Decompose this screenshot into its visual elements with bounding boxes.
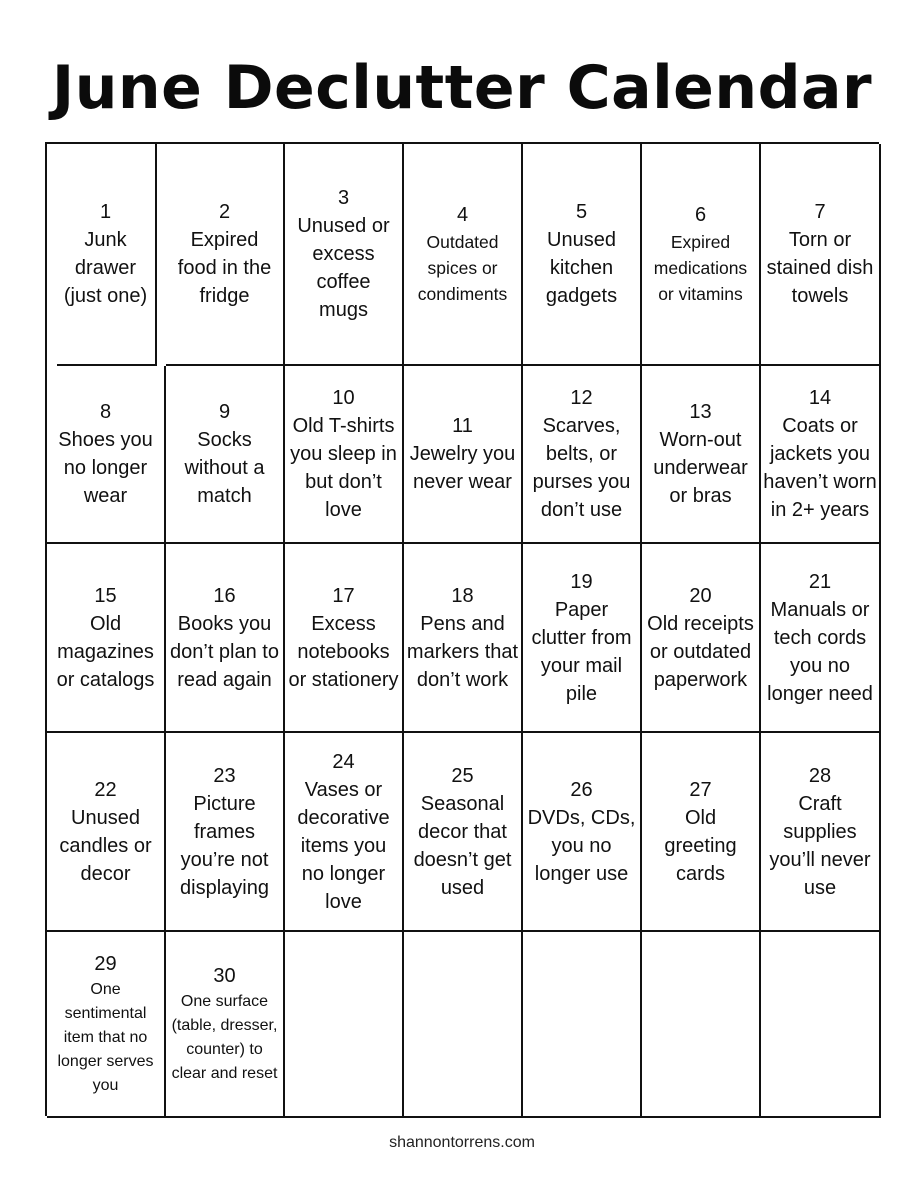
calendar-empty-cell — [642, 932, 761, 1118]
day-number: 1 — [99, 201, 112, 223]
calendar-day-12 — [523, 366, 642, 544]
calendar-day-16 — [166, 544, 285, 733]
day-task: Jewelry you never wear — [409, 443, 516, 493]
day-number: 12 — [570, 387, 593, 409]
calendar-day-24 — [285, 733, 404, 932]
day-number: 17 — [332, 584, 355, 607]
page-title: June Declutter Calendar — [51, 53, 873, 123]
day-task: Socks without a match — [184, 429, 265, 507]
day-task: Books you don’t plan to read again — [170, 612, 279, 691]
day-task: Old magazines or catalogs — [56, 612, 155, 691]
calendar-day-28 — [761, 733, 881, 932]
day-number: 5 — [575, 201, 588, 223]
day-task: Seasonal decor that doesn’t get used — [413, 792, 512, 899]
calendar-day-18 — [404, 544, 523, 733]
day-number: 20 — [689, 584, 712, 607]
day-task: DVDs, CDs, you no longer use — [527, 806, 636, 885]
calendar-day-8 — [47, 366, 166, 544]
calendar-empty-cell — [404, 932, 523, 1118]
day-number: 28 — [808, 764, 832, 787]
calendar-day-5 — [523, 144, 642, 366]
day-task: Vases or decorative items you no longer love — [297, 778, 390, 913]
day-number: 3 — [337, 187, 350, 209]
calendar-day-20 — [642, 544, 761, 733]
day-task: Old receipts or outdated paperwork — [647, 612, 754, 691]
calendar-day-29 — [47, 932, 166, 1118]
day-number: 10 — [332, 387, 355, 409]
calendar-day-9 — [166, 366, 285, 544]
calendar-empty-cell — [761, 932, 881, 1118]
calendar-day-14 — [761, 366, 881, 544]
day-number: 8 — [99, 401, 112, 423]
calendar-day-17 — [285, 544, 404, 733]
calendar-day-26 — [523, 733, 642, 932]
day-task: Paper clutter from your mail pile — [531, 598, 632, 705]
day-number: 23 — [213, 764, 236, 787]
day-task: Torn or stained dish towels — [766, 229, 874, 307]
day-number: 6 — [694, 204, 707, 226]
day-number: 25 — [451, 764, 474, 787]
day-task: Old greeting cards — [664, 806, 737, 885]
day-number: 11 — [452, 415, 473, 437]
day-number: 19 — [570, 570, 593, 593]
day-task: Outdated spices or condiments — [417, 232, 508, 304]
day-number: 4 — [456, 204, 469, 226]
day-number: 21 — [808, 570, 832, 593]
calendar-grid — [45, 142, 879, 1116]
day-task: Coats or jackets you haven’t worn in 2+ years — [763, 415, 877, 521]
day-task: Worn-out underwear or bras — [653, 429, 748, 507]
day-task: Unused or excess coffee mugs — [297, 215, 390, 321]
day-task: Manuals or tech cords you no longer need — [767, 598, 873, 705]
calendar-empty-cell — [285, 932, 404, 1118]
calendar-day-19 — [523, 544, 642, 733]
day-number: 16 — [213, 584, 236, 607]
calendar-day-30 — [166, 932, 285, 1118]
day-task: Old T-shirts you sleep in but don’t love — [290, 415, 397, 521]
day-number: 29 — [94, 953, 117, 975]
day-number: 18 — [451, 584, 474, 607]
calendar-day-3 — [285, 144, 404, 366]
day-task: One sentimental item that no longer serves you — [57, 981, 154, 1094]
calendar-day-11 — [404, 366, 523, 544]
day-task: Scarves, belts, or purses you don’t use — [532, 415, 631, 521]
day-task: Shoes you no longer wear — [58, 429, 153, 507]
day-number: 7 — [814, 201, 826, 223]
day-task: Expired food in the fridge — [177, 229, 272, 307]
day-number: 30 — [213, 965, 236, 987]
calendar-day-10 — [285, 366, 404, 544]
day-task: Excess notebooks or stationery — [288, 612, 399, 691]
footer-website: shannontorrens.com — [389, 1134, 535, 1151]
calendar-day-23 — [166, 733, 285, 932]
calendar-day-27 — [642, 733, 761, 932]
day-number: 13 — [689, 401, 712, 423]
day-task: Pens and markers that don’t work — [406, 612, 519, 691]
calendar-day-15 — [47, 544, 166, 733]
day-task: Unused candles or decor — [59, 806, 152, 885]
calendar-empty-cell — [523, 932, 642, 1118]
day-number: 22 — [94, 778, 117, 801]
calendar-day-1 — [57, 144, 157, 366]
day-number: 24 — [332, 750, 355, 773]
day-number: 14 — [808, 387, 832, 409]
day-task: One surface (table, dresser, counter) to clear and reset — [171, 993, 278, 1082]
calendar-day-6 — [642, 144, 761, 366]
calendar-day-22 — [47, 733, 166, 932]
day-task: Junk drawer (just one) — [63, 229, 148, 307]
day-number: 9 — [218, 401, 231, 423]
calendar-day-13 — [642, 366, 761, 544]
day-number: 15 — [94, 584, 117, 607]
calendar-day-21 — [761, 544, 881, 733]
day-task: Picture frames you’re not displaying — [180, 792, 269, 899]
day-task: Expired medications or vitamins — [653, 232, 748, 304]
day-number: 2 — [218, 201, 231, 223]
calendar-day-4 — [404, 144, 523, 366]
day-task: Craft supplies you’ll never use — [769, 792, 871, 899]
day-number: 26 — [570, 778, 593, 801]
calendar-day-7 — [761, 144, 881, 366]
day-task: Unused kitchen gadgets — [545, 229, 618, 307]
calendar-day-25 — [404, 733, 523, 932]
day-number: 27 — [689, 778, 712, 801]
calendar-day-2 — [166, 144, 285, 366]
